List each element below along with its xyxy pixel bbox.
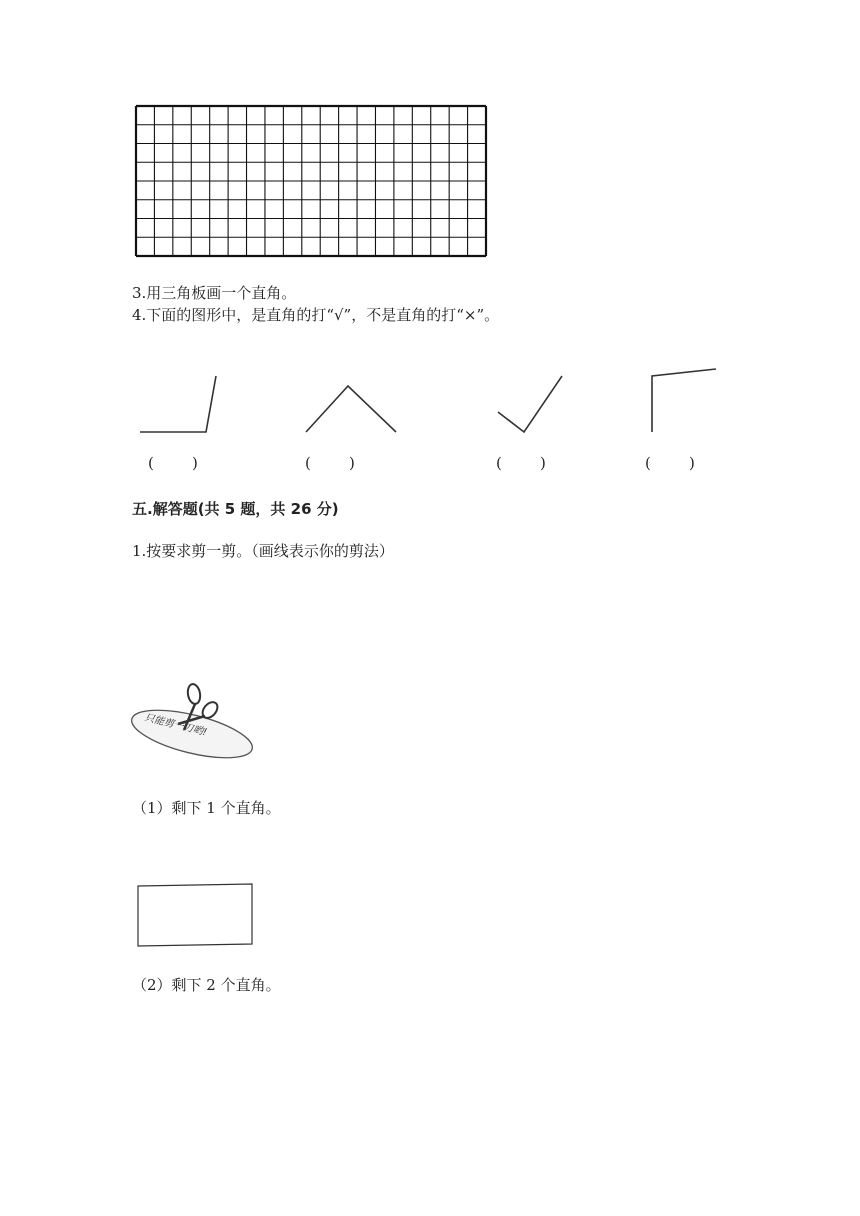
angle-figure-1 <box>136 370 226 440</box>
question-3: 3.用三角板画一个直角。 <box>132 284 297 302</box>
section-title: 五.解答题(共 5 题，共 26 分) <box>132 500 339 518</box>
answer-blank-2[interactable]: ( ) <box>305 454 355 472</box>
sub-question-1: （1）剩下 1 个直角。 <box>132 799 281 817</box>
answer-blank-3[interactable]: ( ) <box>496 454 546 472</box>
scissors-badge <box>128 680 258 772</box>
drawing-grid <box>134 104 488 258</box>
section5-question-1: 1.按要求剪一剪。（画线表示你的剪法） <box>132 542 394 560</box>
angle-figure-4 <box>644 364 720 436</box>
sub-question-2: （2）剩下 2 个直角。 <box>132 976 281 994</box>
answer-blank-1[interactable]: ( ) <box>148 454 198 472</box>
scissors-text: 只能剪一刀哟! <box>143 712 208 739</box>
question-4: 4.下面的图形中，是直角的打“√”，不是直角的打“×”。 <box>132 306 500 324</box>
angle-figure-2 <box>300 380 404 436</box>
angle-figure-3 <box>492 370 568 436</box>
rectangle-figure <box>136 882 256 948</box>
answer-blank-4[interactable]: ( ) <box>645 454 695 472</box>
